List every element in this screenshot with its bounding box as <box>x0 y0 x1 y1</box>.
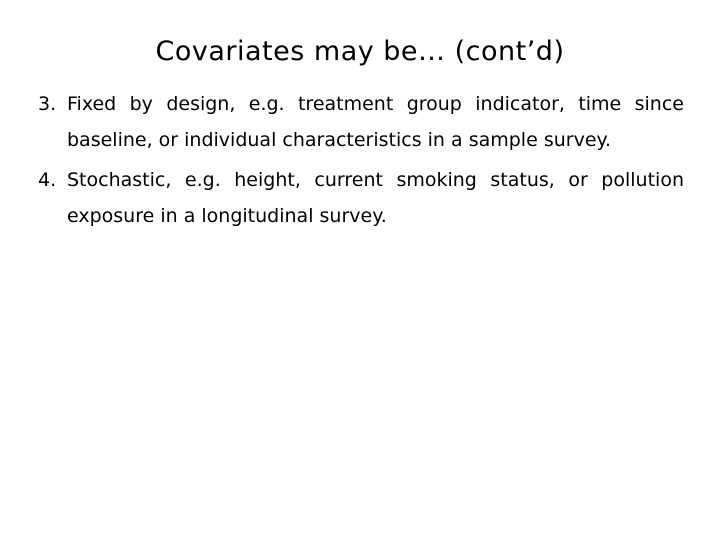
list-item-number: 3. <box>38 93 57 115</box>
covariate-list <box>38 86 684 238</box>
list-item-number: 4. <box>38 169 57 191</box>
list-item <box>38 86 684 158</box>
slide-title: Covariates may be… (cont’d) <box>155 36 565 67</box>
list-item <box>38 162 684 234</box>
list-item-text: Fixed by design, e.g. treatment group indicator, time since baseline, or individual characteristics in a sample survey. <box>67 93 684 151</box>
list-item-text: Stochastic, e.g. height, current smoking status, or pollution exposure in a longitudinal survey. <box>67 169 684 227</box>
